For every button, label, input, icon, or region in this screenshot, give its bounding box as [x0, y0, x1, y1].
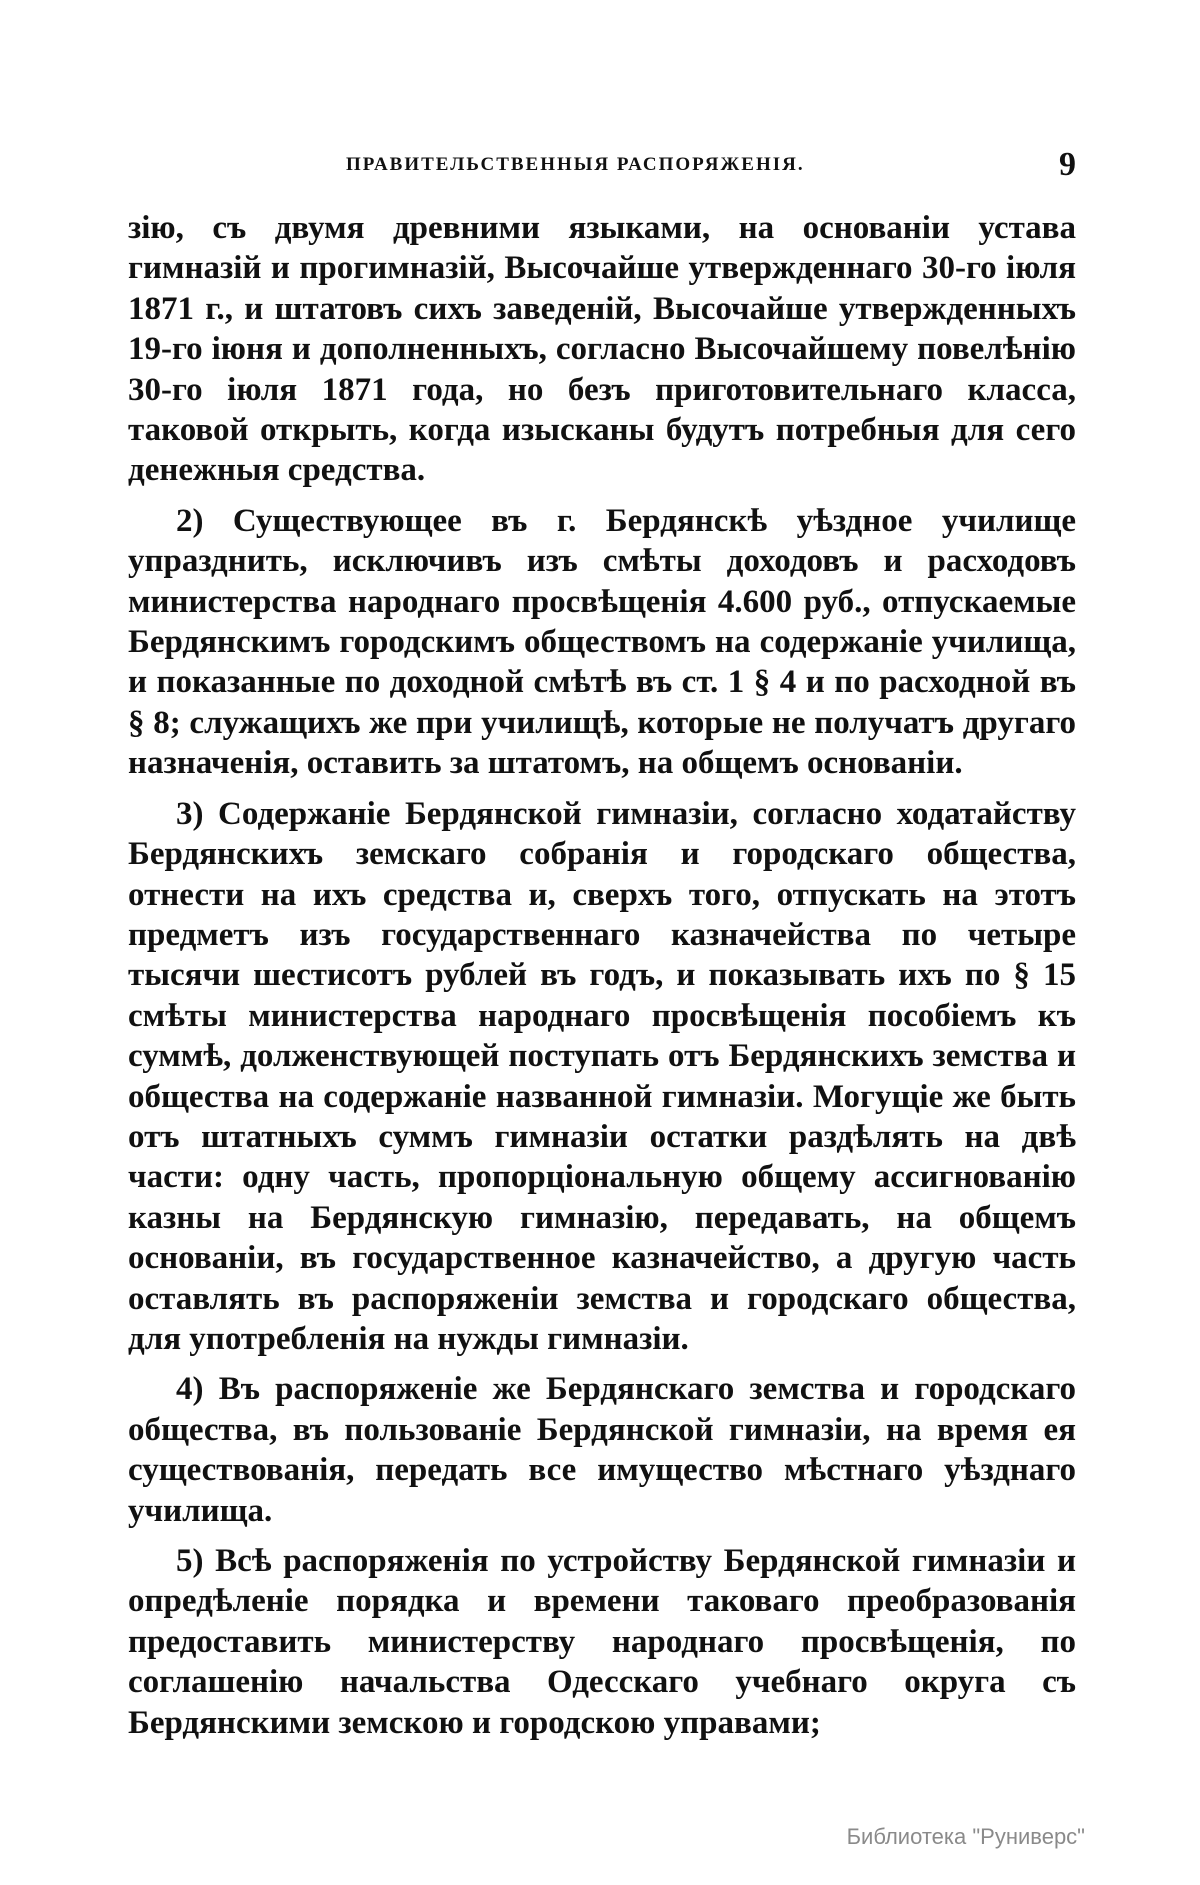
paragraph-item-4: 4) Въ распоряженіе же Бердянскаго земства и городскаго общества, въ пользованіе Бердянской гимназіи, на время ея существованія, передать все имущество мѣстнаго уѣзднаго училища.	[128, 1371, 1076, 1529]
body-text	[128, 208, 1076, 1743]
paragraph-item-5: 5) Всѣ распоряженія по устройству Бердянской гимназіи и опредѣленіе порядка и времени таковаго преобразованія предоставить министерству народнаго просвѣщенія, по соглашенію начальства Одесскаго учебнаго округа съ Бердянскими земскою и городскою управами;	[128, 1543, 1076, 1741]
page-number: 9	[1059, 146, 1076, 183]
paragraph-item-3: 3) Содержаніе Бердянской гимназіи, согласно ходатайству Бердянскихъ земскаго собранія и городскаго общества, отнести на ихъ средства и, сверхъ того, отпускать на этотъ предметъ изъ государственнаго казначейства по четыре тысячи шестисотъ рублей въ годъ, и показывать ихъ по § 15 смѣты министерства народнаго просвѣщенія пособіемъ къ суммѣ, долженствующей поступать отъ Бердянскихъ земства и общества на содержаніе названной гимназіи. Могущіе же быть отъ штатныхъ суммъ гимназіи остатки раздѣлять на двѣ части: одну часть, пропорціональную общему ассигнованію казны на Бердянскую гимназію, передавать, на общемъ основаніи, въ государственное казначейство, а другую часть оставлять въ распоряженіи земства и городскаго общества, для употребленія на нужды гимназіи.	[128, 795, 1076, 1357]
paragraph-item-2: 2) Существующее въ г. Бердянскѣ уѣздное училище упразднить, исключивъ изъ смѣты доходовъ и расходовъ министерства народнаго просвѣщенія 4.600 руб., отпускаемые Бердянскимъ городскимъ обществомъ на содержаніе училища, и показанные по доходной смѣтѣ въ ст. 1 § 4 и по расходной въ § 8; служащихъ же при училищѣ, которые не получатъ другаго назначенія, оставить за штатомъ, на общемъ основаніи.	[128, 502, 1076, 782]
running-head	[128, 146, 1076, 186]
running-title: ПРАВИТЕЛЬСТВЕННЫЯ РАСПОРЯЖЕНІЯ.	[346, 154, 805, 175]
paragraph-continuation: зію, съ двумя древними языками, на основаніи устава гимназій и прогимназій, Высочайше утвержденнаго 30-го іюля 1871 г., и штатовъ сихъ заведеній, Высочайше утвержденныхъ 19-го іюня и дополненныхъ, согласно Высочайшему повелѣнію 30-го іюля 1871 года, но безъ приготовительнаго класса, таковой открыть, когда изысканы будутъ потребныя для сего денежныя средства.	[128, 210, 1076, 489]
library-watermark: Библиотека "Руниверс"	[846, 1824, 1085, 1849]
